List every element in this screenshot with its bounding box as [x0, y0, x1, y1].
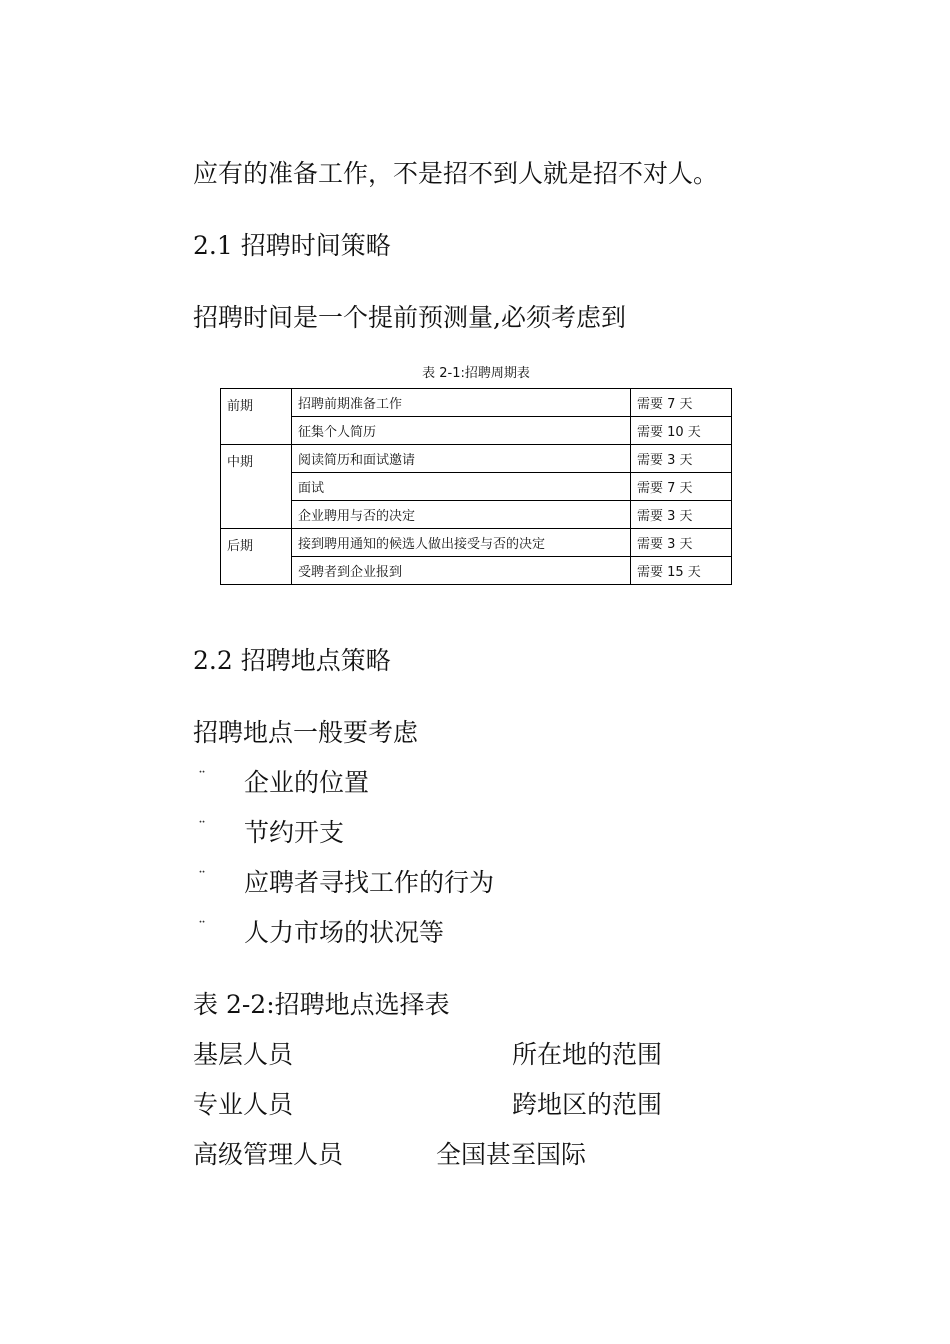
duration-cell: 需要 3 天: [631, 529, 732, 557]
location-level-cell: 高级管理人员: [193, 1140, 344, 1169]
location-level-cell: 专业人员: [193, 1090, 294, 1119]
table-row: [221, 557, 732, 585]
task-cell: 面试: [292, 473, 631, 501]
task-cell: 招聘前期准备工作: [292, 389, 631, 417]
bullet-marker: ¨: [198, 818, 206, 837]
duration-cell: 需要 3 天: [631, 501, 732, 529]
paragraph-intro-tail: 应有的准备工作，不是招不到人就是招不对人。: [193, 159, 719, 188]
bullet-marker: ¨: [198, 768, 206, 787]
paragraph-location-strategy: 招聘地点一般要考虑: [193, 718, 419, 747]
table-row: [221, 529, 732, 557]
task-cell: 征集个人简历: [292, 417, 631, 445]
duration-cell: 需要 3 天: [631, 445, 732, 473]
phase-cell: 中期: [221, 445, 292, 529]
location-level-cell: 基层人员: [193, 1040, 294, 1069]
location-scope-cell: 跨地区的范围: [512, 1090, 663, 1119]
table-row: [221, 473, 732, 501]
list-item: 人力市场的状况等: [244, 918, 445, 947]
list-item: 企业的位置: [244, 768, 370, 797]
phase-cell: 前期: [221, 389, 292, 445]
table-row: [221, 417, 732, 445]
list-item: 应聘者寻找工作的行为: [244, 868, 495, 897]
table-caption-location-selection: 表 2-2:招聘地点选择表: [193, 990, 450, 1019]
phase-cell: 后期: [221, 529, 292, 585]
list-item: 节约开支: [244, 818, 345, 847]
duration-cell: 需要 15 天: [631, 557, 732, 585]
paragraph-time-strategy: 招聘时间是一个提前预测量,必须考虑到: [193, 303, 626, 332]
recruitment-cycle-table: [220, 388, 732, 585]
duration-cell: 需要 7 天: [631, 473, 732, 501]
bullet-marker: ¨: [198, 918, 206, 937]
section-heading-time-strategy: 2.1 招聘时间策略: [193, 231, 391, 260]
location-scope-cell: 全国甚至国际: [436, 1140, 587, 1169]
duration-cell: 需要 7 天: [631, 389, 732, 417]
location-scope-cell: 所在地的范围: [512, 1040, 663, 1069]
task-cell: 阅读简历和面试邀请: [292, 445, 631, 473]
duration-cell: 需要 10 天: [631, 417, 732, 445]
section-heading-location-strategy: 2.2 招聘地点策略: [193, 646, 391, 675]
table-row: [221, 389, 732, 417]
bullet-marker: ¨: [198, 868, 206, 887]
task-cell: 受聘者到企业报到: [292, 557, 631, 585]
task-cell: 接到聘用通知的候选人做出接受与否的决定: [292, 529, 631, 557]
table-row: [221, 501, 732, 529]
task-cell: 企业聘用与否的决定: [292, 501, 631, 529]
table-caption-recruitment-cycle: 表 2-1:招聘周期表: [422, 366, 530, 381]
table-row: [221, 445, 732, 473]
